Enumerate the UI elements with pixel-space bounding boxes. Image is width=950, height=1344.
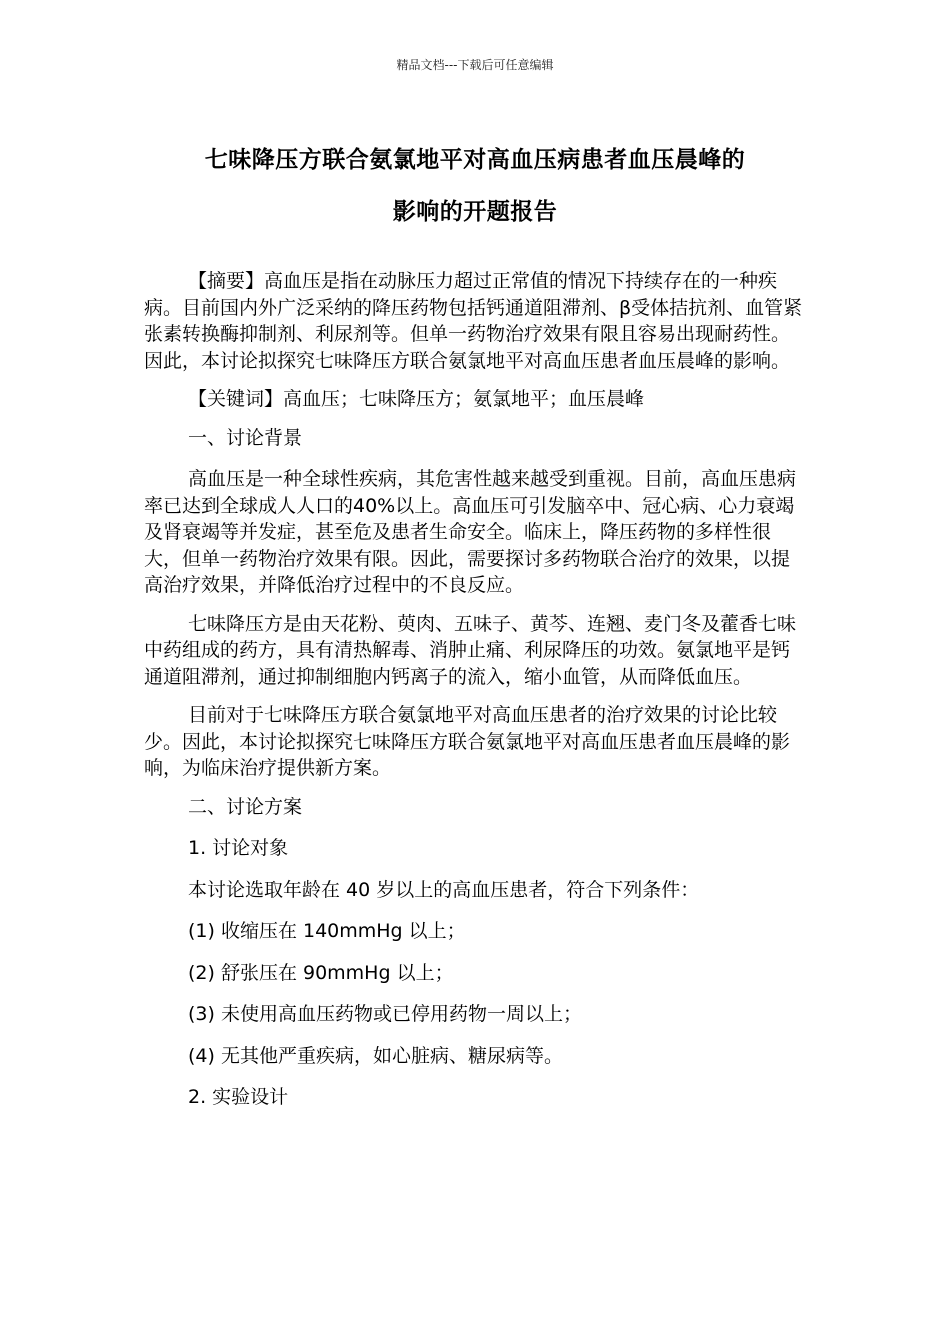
subsection-heading-subjects: 1. 讨论对象 [188,837,289,859]
background-paragraph-1: 高血压是一种全球性疾病，其危害性越来越受到重视。目前，高血压患病率已达到全球成人人口的40%以上。高血压可引发脑卒中、冠心病、心力衰竭及肾衰竭等并发症，甚至危及患者生命安全。临床上，降压药物的多样性很大，但单一药物治疗效果有限。因此，需要探讨多药物联合治疗的效果，以提高治疗效果，并降低治疗过程中的不良反应。 [144,468,797,596]
criteria-intro: 本讨论选取年龄在 40 岁以上的高血压患者，符合下列条件： [188,878,700,901]
title-line-2: 影响的开题报告 [392,199,558,225]
criteria-item: (4) 无其他严重疾病，如心脏病、糖尿病等。 [188,1044,563,1067]
criteria-item: (3) 未使用高血压药物或已停用药物一周以上； [188,1003,582,1025]
abstract-paragraph: 【摘要】高血压是指在动脉压力超过正常值的情况下持续存在的一种疾病。目前国内外广泛采纳的降压药物包括钙通道阻滞剂、β受体拮抗剂、血管紧张素转换酶抑制剂、利尿剂等。但单一药物治疗效果有限且容易出现耐药性。因此，本讨论拟探究七味降压方联合氨氯地平对高血压患者血压晨峰的影响。 [144,270,803,372]
title-line-1: 七味降压方联合氨氯地平对高血压病患者血压晨峰的 [204,147,746,173]
criteria-item: (2) 舒张压在 90mmHg 以上； [188,961,454,984]
document-title [140,134,810,238]
criteria-item: (1) 收缩压在 140mmHg 以上； [188,920,466,942]
header-note: 精品文档---下载后可任意编辑 [396,58,554,72]
background-paragraph-2: 七味降压方是由天花粉、萸肉、五味子、黄芩、连翘、麦门冬及藿香七味中药组成的药方，具有清热解毒、消肿止痛、利尿降压的功效。氨氯地平是钙通道阻滞剂，通过抑制细胞内钙离子的流入，缩小血管，从而降低血压。 [144,612,797,688]
subsection-heading-design: 2. 实验设计 [188,1086,289,1108]
background-paragraph-3: 目前对于七味降压方联合氨氯地平对高血压患者的治疗效果的讨论比较少。因此，本讨论拟探究七味降压方联合氨氯地平对高血压患者血压晨峰的影响，为临床治疗提供新方案。 [144,704,791,779]
section-heading-plan: 二、讨论方案 [188,795,303,818]
document-body [144,268,808,1126]
keywords-paragraph: 【关键词】高血压；七味降压方；氨氯地平；血压晨峰 [188,388,645,410]
section-heading-background: 一、讨论背景 [188,426,303,449]
